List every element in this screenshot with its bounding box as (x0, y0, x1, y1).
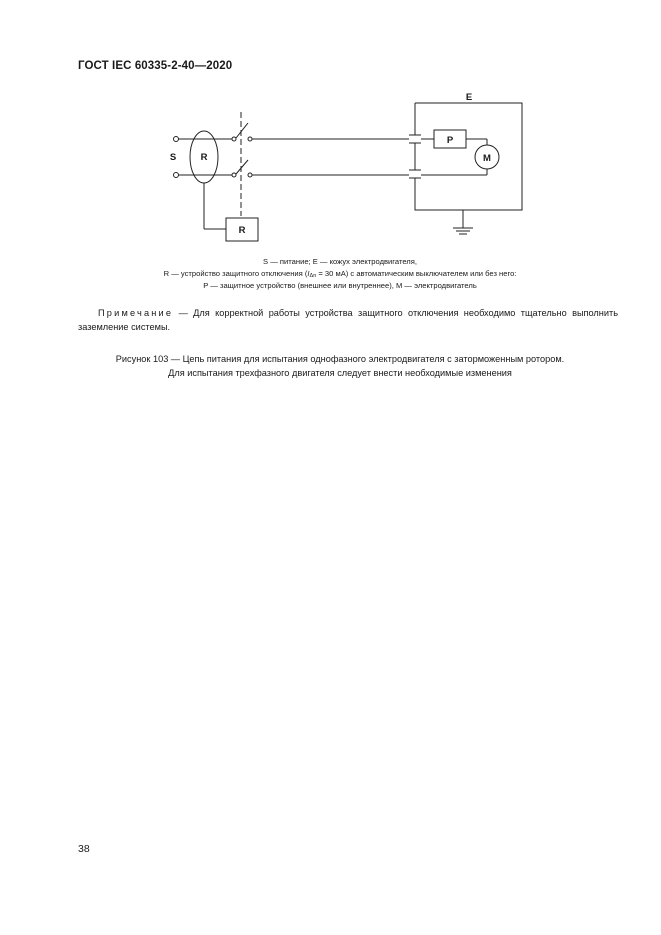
enclosure-outline (415, 103, 522, 210)
switch-blade-top (236, 123, 248, 138)
figure-caption-line-1: Рисунок 103 — Цепь питания для испытания однофазного электродвигателя с заторможенным ротором. (115, 354, 565, 364)
label-rcd-box: R (238, 225, 246, 236)
supply-terminal-top (174, 137, 179, 142)
note-label: Примечание (98, 308, 174, 318)
supply-terminal-bottom (174, 173, 179, 178)
note-text: — Для корректной работы устройства защитного отключения необходимо тщательно выполнить заземление системы. (78, 308, 618, 332)
label-protector: P (446, 135, 454, 146)
document-header: ГОСТ IEC 60335-2-40—2020 (78, 60, 233, 72)
legend-line-1: S — питание; E — кожух электродвигателя, (263, 257, 417, 266)
label-motor: M (483, 153, 491, 164)
label-rcd-ring: R (200, 152, 208, 163)
label-enclosure: E (465, 92, 473, 103)
page-number: 38 (78, 843, 90, 855)
note-paragraph (78, 306, 618, 334)
legend-line-2: R — устройство защитного отключения (IΔn = 30 мА) с автоматическим выключателем или без него: (163, 269, 517, 279)
circuit-diagram (0, 0, 661, 250)
legend-line-3: P — защитное устройство (внешнее или внутреннее), M — электродвигатель (203, 281, 477, 290)
figure-caption-line-2: Для испытания трехфазного двигателя следует внести необходимые изменения (168, 368, 512, 378)
label-supply: S (169, 152, 177, 163)
switch-blade-bottom (236, 160, 248, 174)
